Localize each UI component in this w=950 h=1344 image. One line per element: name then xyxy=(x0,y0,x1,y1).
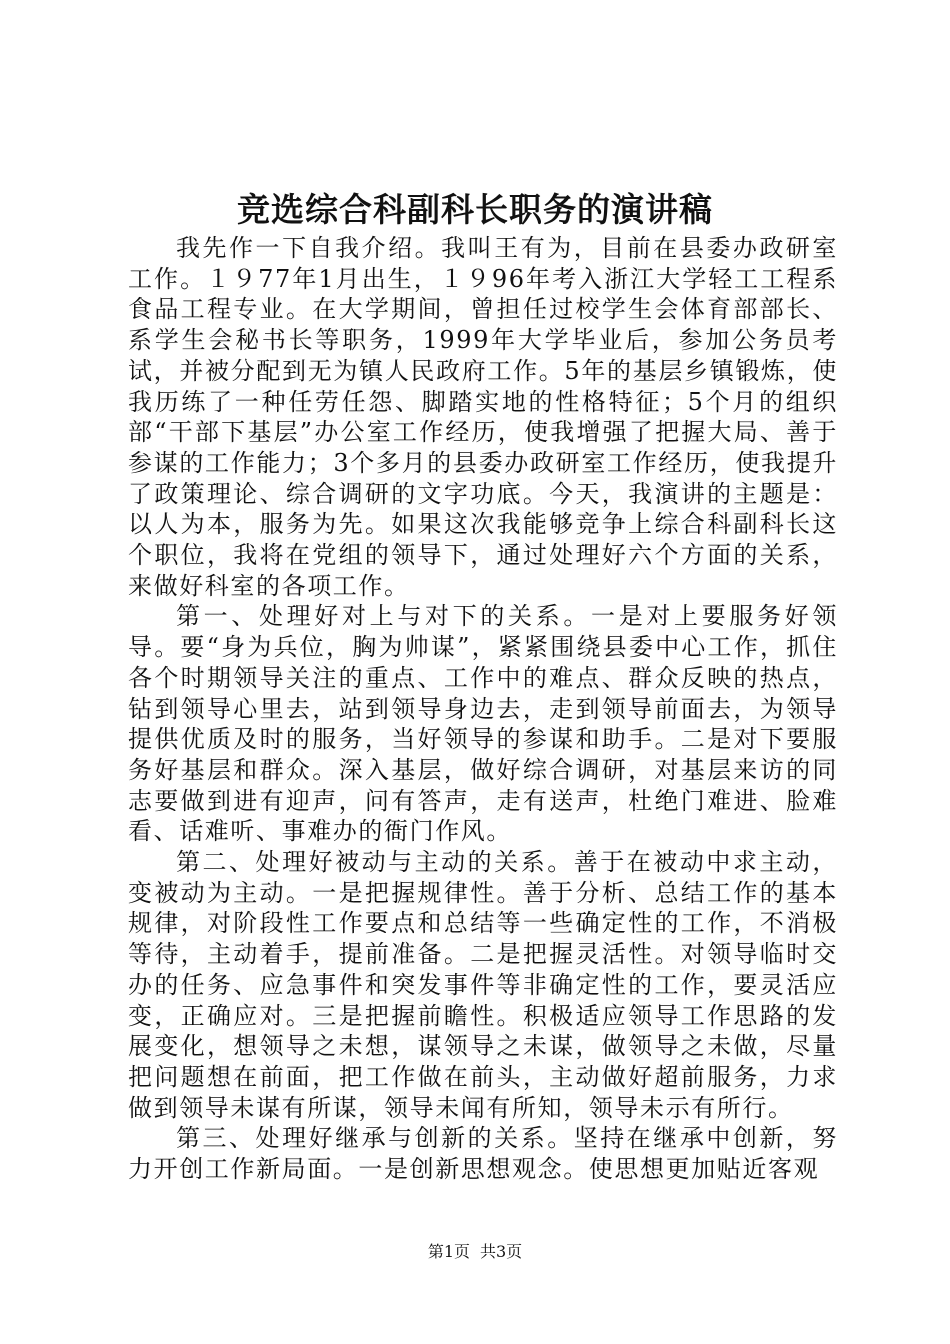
page-total: 共3页 xyxy=(480,1242,523,1261)
paragraph-intro: 我先作一下自我介绍。我叫王有为，目前在县委办政研室工作。１９77年1月出生，１９96年考入浙江大学轻工工程系食品工程专业。在大学期间，曾担任过校学生会体育部部长、系学生会秘书长等职务，1999年大学毕业后，参加公务员考试，并被分配到无为镇人民政府工作。5年的基层乡镇锻炼，使我历练了一种任劳任怨、脚踏实地的性格特征；5个月的组织部“干部下基层”办公室工作经历，使我增强了把握大局、善于参谋的工作能力；3个多月的县委办政研室工作经历，使我提升了政策理论、综合调研的文字功底。今天，我演讲的主题是：以人为本，服务为先。如果这次我能够竞争上综合科副科长这个职位，我将在党组的领导下，通过处理好六个方面的关系，来做好科室的各项工作。 xyxy=(128,234,838,600)
document-body xyxy=(128,233,838,1185)
paragraph-second-relation: 第二、处理好被动与主动的关系。善于在被动中求主动，变被动为主动。一是把握规律性。善于分析、总结工作的基本规律，对阶段性工作要点和总结等一些确定性的工作，不消极等待，主动着手，提前准备。二是把握灵活性。对领导临时交办的任务、应急事件和突发事件等非确定性的工作，要灵活应变，正确应对。三是把握前瞻性。积极适应领导工作思路的发展变化，想领导之未想，谋领导之未谋，做领导之未做，尽量把问题想在前面，把工作做在前头，主动做好超前服务，力求做到领导未谋有所谋，领导未闻有所知，领导未示有所行。 xyxy=(128,848,838,1122)
paragraph-third-relation: 第三、处理好继承与创新的关系。坚持在继承中创新，努力开创工作新局面。一是创新思想观念。使思想更加贴近客观 xyxy=(128,1124,838,1184)
page-footer xyxy=(0,1240,950,1264)
page-number: 第1页 xyxy=(427,1242,470,1261)
paragraph-first-relation: 第一、处理好对上与对下的关系。一是对上要服务好领导。要“身为兵位，胸为帅谋”，紧紧围绕县委中心工作，抓住各个时期领导关注的重点、工作中的难点、群众反映的热点，钻到领导心里去，站到领导身边去，走到领导前面去，为领导提供优质及时的服务，当好领导的参谋和助手。二是对下要服务好基层和群众。深入基层，做好综合调研，对基层来访的同志要做到进有迎声，问有答声，走有送声，杜绝门难进、脸难看、话难听、事难办的衙门作风。 xyxy=(128,602,838,846)
document-title: 竞选综合科副科长职务的演讲稿 xyxy=(237,190,713,229)
